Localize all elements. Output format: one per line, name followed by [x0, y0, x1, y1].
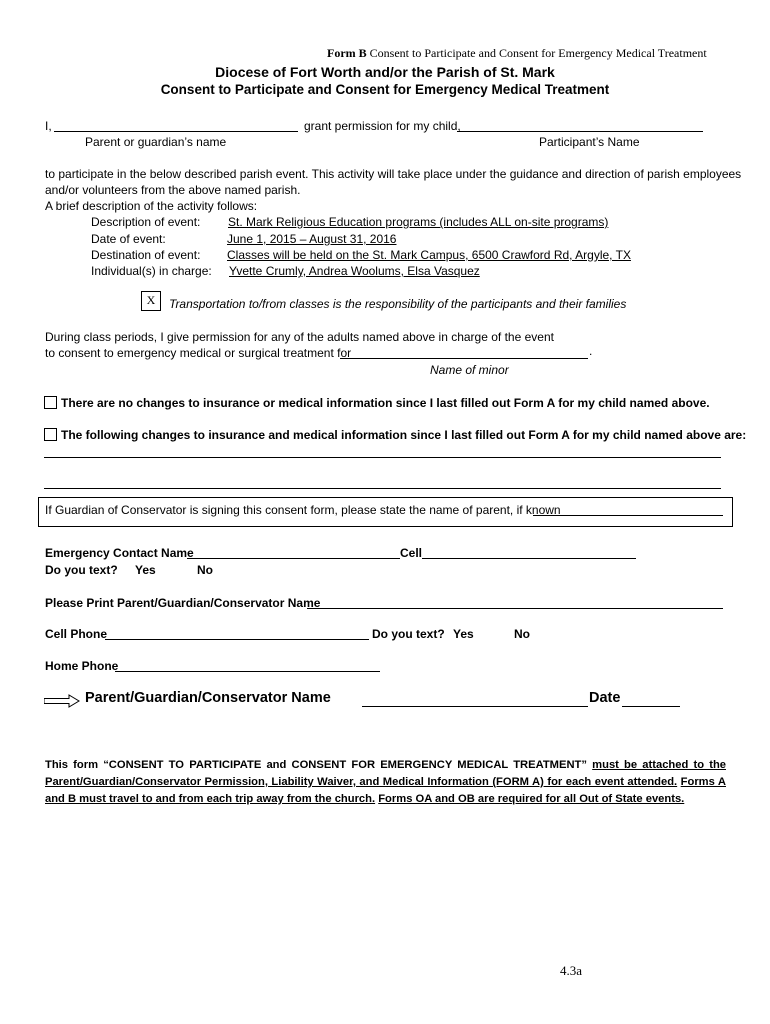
guardian-box-text: If Guardian of Conservator is signing this consent form, please state the name of parent, if known	[45, 503, 561, 517]
consent-line-2: to consent to emergency medical or surgical treatment for	[45, 346, 352, 360]
date-value: June 1, 2015 – August 31, 2016	[227, 232, 397, 246]
individuals-label: Individual(s) in charge:	[91, 264, 212, 278]
form-header	[327, 46, 707, 61]
parent-name-field[interactable]	[54, 131, 298, 132]
transport-text: Transportation to/from classes is the responsibility of the participants and their families	[169, 297, 627, 311]
arrow-right-icon	[44, 694, 80, 708]
no-changes-text: There are no changes to insurance or medical information since I last filled out Form A for my child named above.	[61, 396, 710, 410]
text-no-option-2[interactable]: No	[514, 627, 530, 641]
print-name-field[interactable]	[307, 608, 723, 609]
consent-period: .	[589, 344, 593, 358]
text-question: Do you text?	[45, 563, 118, 577]
no-changes-checkbox[interactable]	[44, 396, 57, 409]
home-phone-label: Home Phone	[45, 659, 119, 673]
description-value: St. Mark Religious Education programs (includes ALL on-site programs)	[228, 215, 609, 229]
intro-line-3: A brief description of the activity follows:	[45, 199, 258, 213]
minor-name-field[interactable]	[340, 358, 588, 359]
changes-line-1[interactable]	[44, 457, 721, 458]
transport-checkbox[interactable]: X	[141, 291, 161, 311]
intro-line-2: and/or volunteers from the above named parish.	[45, 183, 301, 197]
parent-if-known-field[interactable]	[533, 515, 723, 516]
text-no-option[interactable]: No	[197, 563, 213, 577]
page-title: Diocese of Fort Worth and/or the Parish of St. Mark	[215, 64, 555, 80]
cell-phone-field[interactable]	[105, 639, 369, 640]
emergency-contact-field[interactable]	[187, 558, 400, 559]
cell-phone-label: Cell Phone	[45, 627, 108, 641]
signature-date-field[interactable]	[622, 706, 680, 707]
changes-line-2[interactable]	[44, 488, 721, 489]
minor-caption: Name of minor	[430, 363, 509, 377]
text-question-2: Do you text?	[372, 627, 445, 641]
footer-note-part-4: Forms OA and OB are required for all Out of State events.	[378, 793, 685, 805]
signature-date-label: Date	[589, 690, 621, 706]
signature-field[interactable]	[362, 706, 588, 707]
signature-name-label: Parent/Guardian/Conservator Name	[85, 690, 331, 706]
page-number: 4.3a	[560, 963, 583, 978]
footer-note-part-1: This form “CONSENT TO PARTICIPATE and CONSENT FOR EMERGENCY MEDICAL TREATMENT”	[45, 759, 587, 771]
emergency-cell-label: Cell	[400, 546, 423, 560]
destination-value: Classes will be held on the St. Mark Campus, 6500 Crawford Rd, Argyle, TX	[227, 248, 631, 262]
changes-text: The following changes to insurance and medical information since I last filled out Form A for my child named above are:	[61, 428, 747, 442]
footer-note-part-2: must be attached to the Parent/Guardian/Conservator Permission, Liability Waiver, and Medical Information (FORM A) for each event attended.	[45, 759, 726, 788]
participant-caption: Participant’s Name	[539, 135, 640, 149]
page-subtitle: Consent to Participate and Consent for Emergency Medical Treatment	[160, 82, 610, 97]
footer-note-part-3: Forms A and B must travel to and from each trip away from the church.	[45, 776, 726, 805]
grant-permission-text: grant permission for my child,	[304, 119, 461, 133]
text-yes-option[interactable]: Yes	[135, 563, 156, 577]
parent-caption: Parent or guardian’s name	[85, 135, 227, 149]
emergency-contact-label: Emergency Contact Name	[45, 546, 194, 560]
destination-label: Destination of event:	[91, 248, 201, 262]
form-label: Form B	[327, 46, 367, 60]
consent-line-1: During class periods, I give permission for any of the adults named above in charge of the event	[45, 330, 554, 344]
print-name-label: Please Print Parent/Guardian/Conservator Name	[45, 596, 321, 610]
home-phone-field[interactable]	[115, 671, 380, 672]
form-header-title: Consent to Participate and Consent for Emergency Medical Treatment	[369, 46, 707, 60]
emergency-cell-field[interactable]	[422, 558, 636, 559]
i-label: I,	[45, 119, 52, 133]
intro-line-1: to participate in the below described parish event. This activity will take place under the guidance and direction of parish employees	[45, 167, 742, 181]
description-label: Description of event:	[91, 215, 201, 229]
footer-note	[45, 757, 726, 808]
participant-name-field[interactable]	[457, 131, 703, 132]
individuals-value: Yvette Crumly, Andrea Woolums, Elsa Vasquez	[229, 264, 480, 278]
text-yes-option-2[interactable]: Yes	[453, 627, 474, 641]
changes-checkbox[interactable]	[44, 428, 57, 441]
date-label: Date of event:	[91, 232, 166, 246]
